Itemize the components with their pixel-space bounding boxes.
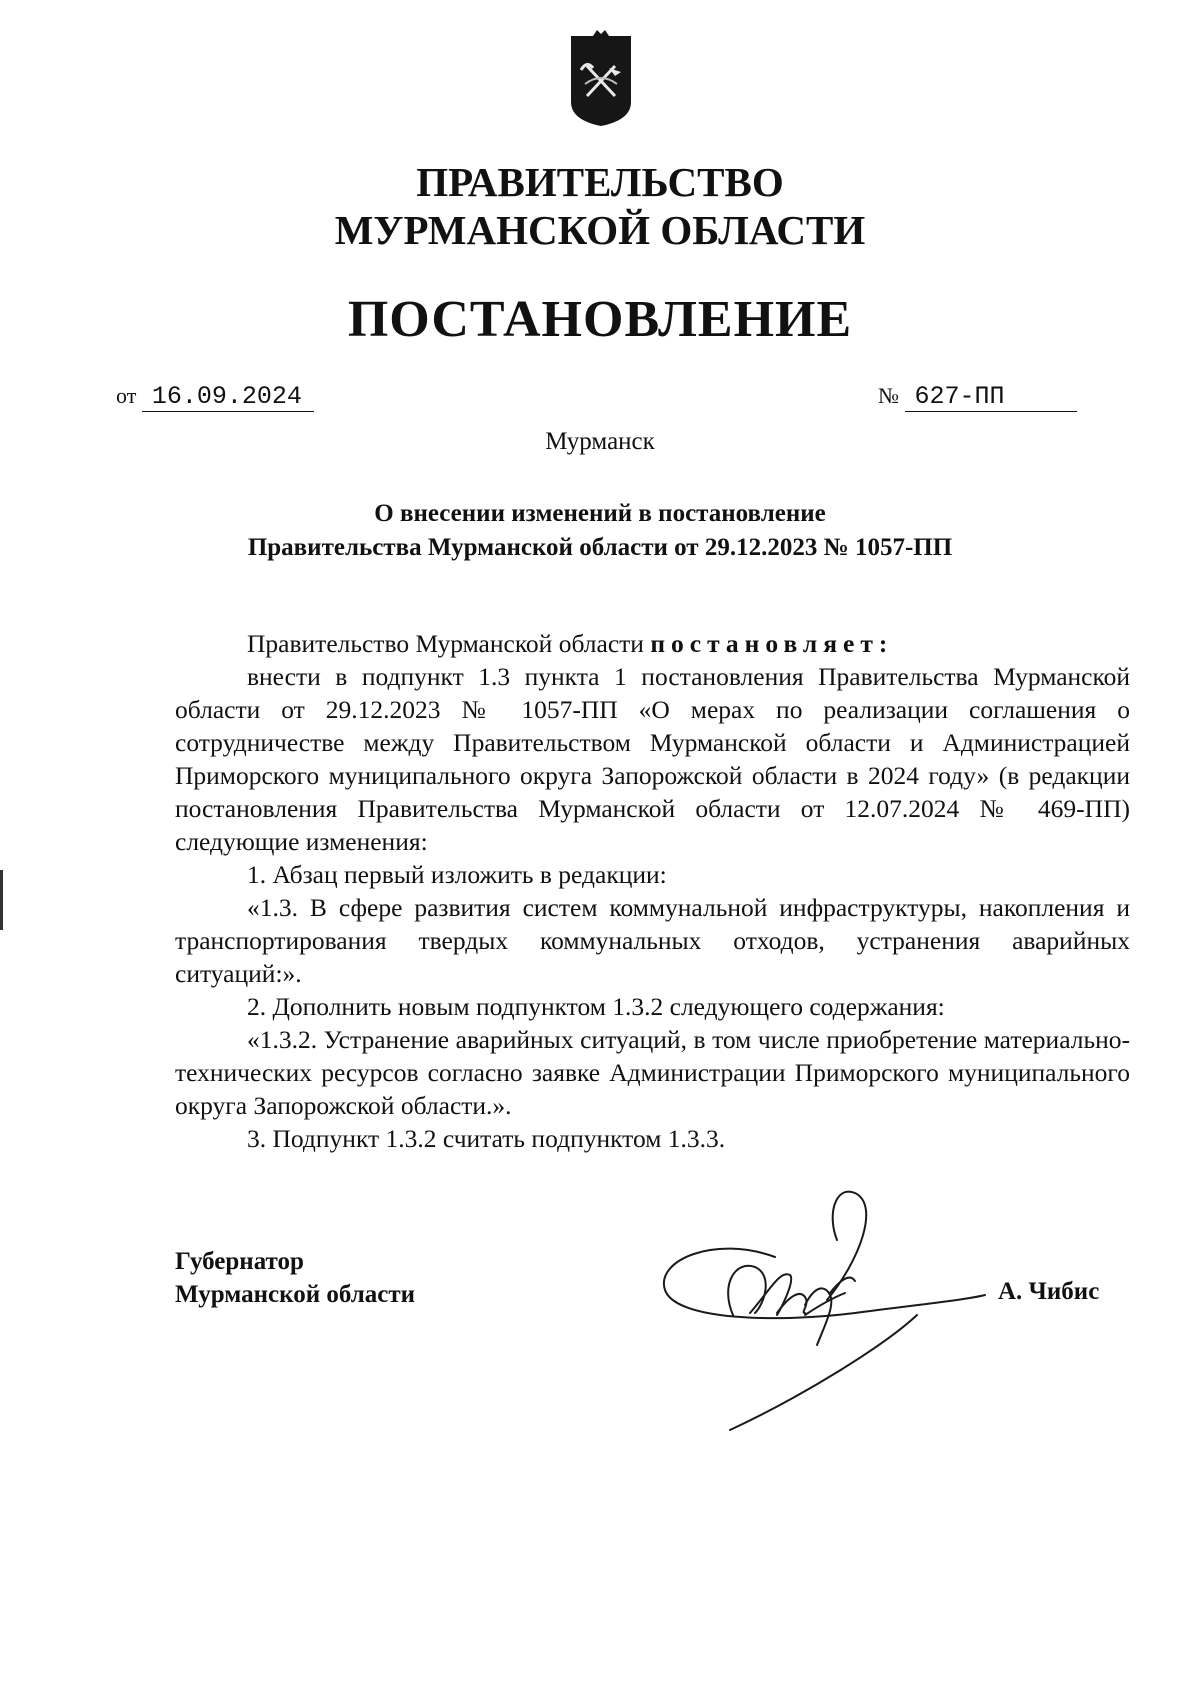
paragraph-item-3: 3. Подпункт 1.3.2 считать подпунктом 1.3.3. xyxy=(247,1124,726,1153)
org-name-line1: ПРАВИТЕЛЬСТВО xyxy=(416,159,784,205)
number-prefix: № xyxy=(878,383,899,408)
document-subject xyxy=(180,497,1020,565)
paragraph-item-2: 2. Дополнить новым подпунктом 1.3.2 следующего содержания: xyxy=(247,992,945,1021)
intro-decree-word: постановляет: xyxy=(650,629,894,658)
number-value: 627-ПП xyxy=(905,382,1077,412)
signatory-title xyxy=(175,1245,415,1311)
document-body xyxy=(175,627,1130,1155)
paragraph-item-1: 1. Абзац первый изложить в редакции: xyxy=(247,860,667,889)
date-prefix: от xyxy=(116,383,137,408)
signatory-title-line1: Губернатор xyxy=(175,1248,304,1275)
intro-paragraph xyxy=(175,627,1130,660)
coat-of-arms-icon xyxy=(563,30,639,130)
city-name: Мурманск xyxy=(545,428,655,455)
scan-margin-mark xyxy=(0,870,3,930)
intro-lead: Правительство Мурманской области xyxy=(247,629,644,658)
subject-line2: Правительства Мурманской области от 29.12.2023 № 1057-ПП xyxy=(247,534,953,561)
date-value: 16.09.2024 xyxy=(142,382,314,412)
document-date xyxy=(116,382,314,412)
handwritten-signature-icon xyxy=(655,1185,995,1435)
subject-line1: О внесении изменений в постановление xyxy=(374,500,826,527)
document-type: ПОСТАНОВЛЕНИЕ xyxy=(347,291,853,348)
paragraph-item-1-text: «1.3. В сфере развития систем коммунальной инфраструктуры, накопления и транспортирования твердых коммунальных отходов, устранения аварийных ситуаций:». xyxy=(175,893,1130,988)
paragraph-main: внести в подпункт 1.3 пункта 1 постановления Правительства Мурманской области от 29.12.2023 № 1057-ПП «О мерах по реализации соглашения о сотрудничестве между Правительством Мурманской области и Администрацией Приморского муниципального округа Запорожской области в 2024 году» (в редакции постановления Правительства Мурманской области от 12.07.2024 № 469-ПП) следующие изменения: xyxy=(175,662,1130,856)
org-name-line2: МУРМАНСКОЙ ОБЛАСТИ xyxy=(334,207,866,253)
signatory-name: А. Чибис xyxy=(998,1278,1100,1305)
document-number xyxy=(878,382,1077,412)
paragraph-item-2-text: «1.3.2. Устранение аварийных ситуаций, в том числе приобретение материально-технических ресурсов согласно заявке Администрации Приморского муниципального округа Запорожской области.». xyxy=(175,1025,1130,1120)
signatory-title-line2: Мурманской области xyxy=(175,1281,416,1308)
